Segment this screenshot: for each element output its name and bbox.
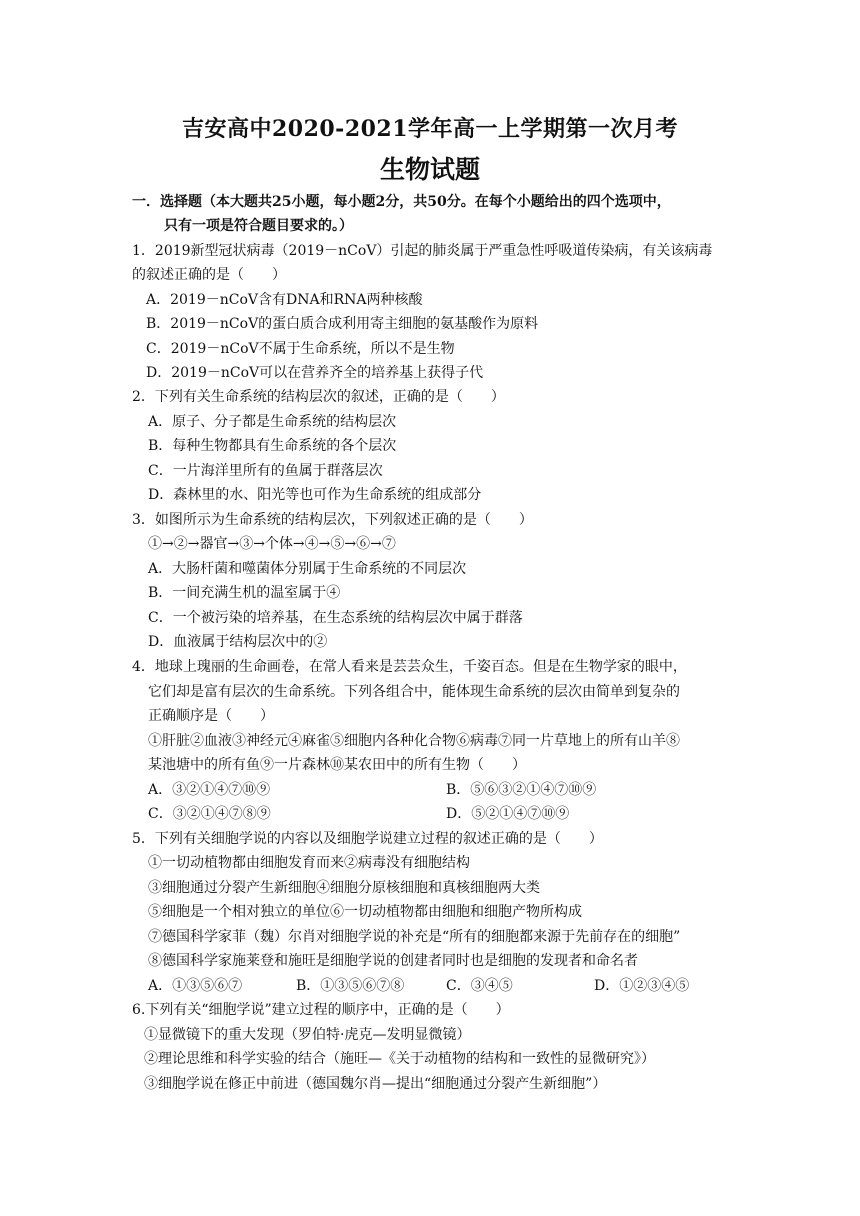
question-3-hierarchy-chain: ①→②→器官→③→个体→④→⑤→⑥→⑦ xyxy=(148,536,396,552)
question-5-item-5: ⑧德国科学家施莱登和施旺是细胞学说的创建者同时也是细胞的发现者和命名者 xyxy=(148,953,638,969)
question-5-option-c: C．③④⑤ xyxy=(446,978,513,994)
question-5-stem: 5．下列有关细胞学说的内容以及细胞学说建立过程的叙述正确的是（ ） xyxy=(132,831,603,847)
question-4-list-cont: 某池塘中的所有鱼⑨一片森林⑩某农田中的所有生物（ ） xyxy=(148,757,526,773)
question-2-option-b: B．每种生物都具有生命系统的各个层次 xyxy=(148,438,397,454)
question-6-item-3: ③细胞学说在修正中前进（德国魏尔肖—提出“细胞通过分裂产生新细胞”） xyxy=(144,1076,607,1092)
question-6-item-2: ②理论思维和科学实验的结合（施旺—《关于动植物的结构和一致性的显微研究》） xyxy=(144,1051,655,1067)
question-5-item-2: ③细胞通过分裂产生新细胞④细胞分原核细胞和真核细胞两大类 xyxy=(148,880,540,896)
question-3-stem: 3．如图所示为生命系统的结构层次，下列叙述正确的是（ ） xyxy=(132,512,533,528)
question-3-option-a: A．大肠杆菌和噬菌体分别属于生命系统的不同层次 xyxy=(148,561,467,577)
question-1-stem: 1．2019新型冠状病毒（2019－nCoV）引起的肺炎属于严重急性呼吸道传染病，有关该病毒 xyxy=(132,243,713,259)
question-2-option-d: D．森林里的水、阳光等也可作为生命系统的组成部分 xyxy=(148,487,482,503)
question-5-option-a: A．①③⑤⑥⑦ xyxy=(148,978,243,994)
question-5-option-b: B．①③⑤⑥⑦⑧ xyxy=(296,978,405,994)
question-1-option-c: C．2019－nCoV不属于生命系统，所以不是生物 xyxy=(146,341,455,357)
question-1-option-a: A．2019－nCoV含有DNA和RNA两种核酸 xyxy=(146,292,423,308)
section-heading-cont: 只有一项是符合题目要求的。） xyxy=(164,218,353,234)
question-4-option-c: C．③②①④⑦⑧⑨ xyxy=(148,806,271,822)
question-1-stem-cont: 的叙述正确的是（ ） xyxy=(132,267,286,283)
section-heading: 一．选择题（本大题共25小题，每小题2分，共50分。在每个小题给出的四个选项中， xyxy=(132,194,671,210)
question-4-option-a: A．③②①④⑦⑩⑨ xyxy=(148,782,271,798)
question-4-stem-end: 正确顺序是（ ） xyxy=(148,708,274,724)
question-2-option-c: C．一片海洋里所有的鱼属于群落层次 xyxy=(148,463,383,479)
question-5-item-4: ⑦德国科学家菲（魏）尔肖对细胞学说的补充是“所有的细胞都来源于先前存在的细胞” xyxy=(148,929,681,945)
question-2-option-a: A．原子、分子都是生命系统的结构层次 xyxy=(148,414,397,430)
exam-title: 吉安高中2020-2021学年高一上学期第一次月考 xyxy=(181,116,679,142)
question-5-item-3: ⑤细胞是一个相对独立的单位⑥一切动植物都由细胞和细胞产物所构成 xyxy=(148,904,582,920)
question-3-option-b: B．一间充满生机的温室属于④ xyxy=(148,585,341,601)
question-1-option-d: D．2019－nCoV可以在营养齐全的培养基上获得子代 xyxy=(146,365,484,381)
question-5-option-d: D．①②③④⑤ xyxy=(594,978,690,994)
question-3-option-d: D．血液属于结构层次中的② xyxy=(148,634,328,650)
question-5-item-1: ①一切动植物都由细胞发育而来②病毒没有细胞结构 xyxy=(148,855,470,871)
question-6-item-1: ①显微镜下的重大发现（罗伯特·虎克—发明显微镜） xyxy=(144,1027,471,1043)
question-4-list: ①肝脏②血液③神经元④麻雀⑤细胞内各种化合物⑥病毒⑦同一片草地上的所有山羊⑧ xyxy=(148,733,680,749)
question-1-option-b: B．2019－nCoV的蛋白质合成利用寄主细胞的氨基酸作为原料 xyxy=(146,316,539,332)
question-4-stem: 4．地球上瑰丽的生命画卷，在常人看来是芸芸众生，千姿百态。但是在生物学家的眼中， xyxy=(132,659,687,675)
question-2-stem: 2．下列有关生命系统的结构层次的叙述，正确的是（ ） xyxy=(132,389,505,405)
question-3-option-c: C．一个被污染的培养基，在生态系统的结构层次中属于群落 xyxy=(148,610,523,626)
question-6-stem: 6.下列有关“细胞学说”建立过程的顺序中，正确的是（ ） xyxy=(132,1002,510,1018)
exam-subtitle: 生物试题 xyxy=(379,155,480,184)
question-4-option-b: B．⑤⑥③②①④⑦⑩⑨ xyxy=(446,782,597,798)
question-4-stem-cont: 它们却是富有层次的生命系统。下列各组合中，能体现生命系统的层次由简单到复杂的 xyxy=(148,684,680,700)
question-4-option-d: D．⑤②①④⑦⑩⑨ xyxy=(446,806,570,822)
